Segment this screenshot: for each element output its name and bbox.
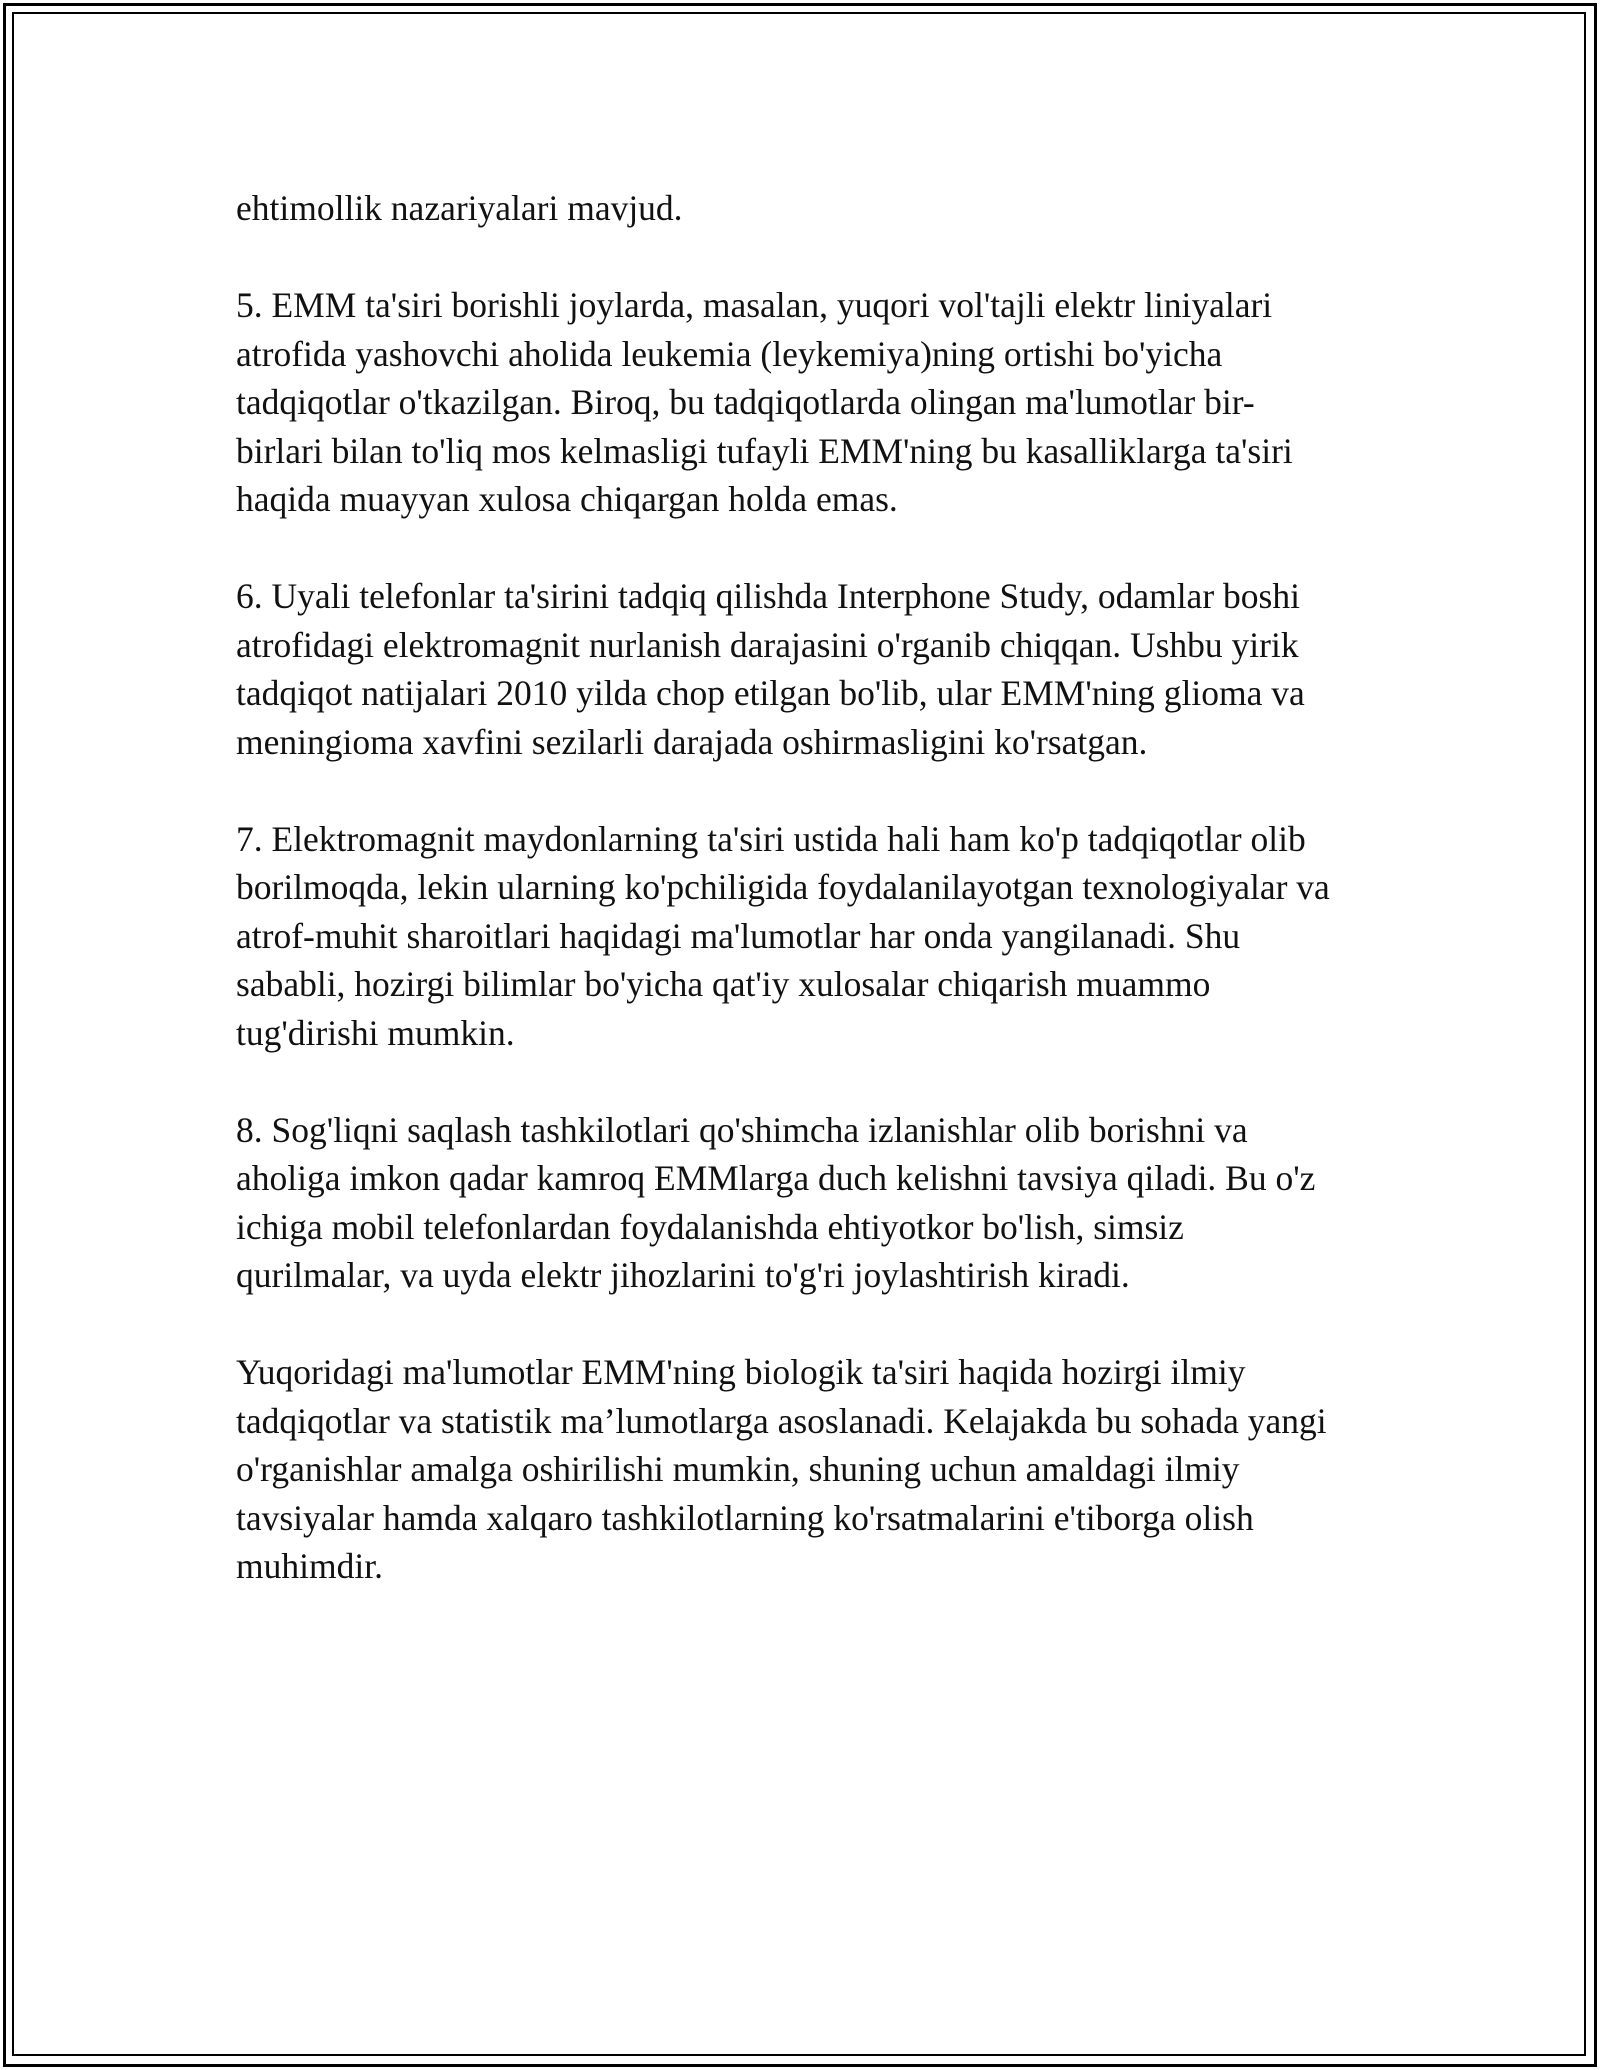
document-body xyxy=(236,184,1376,1639)
text-line: o'rganishlar amalga oshirilishi mumkin, shuning uchun amaldagi ilmiy xyxy=(236,1449,1240,1489)
text-line: birlari bilan to'liq mos kelmasligi tufayli EMM'ning bu kasalliklarga ta'siri xyxy=(236,430,1293,471)
text-line: muhimdir. xyxy=(236,1546,383,1586)
text-line: 7. Elektromagnit maydonlarning ta'siri ustida hali ham ko'p tadqiqotlar olib xyxy=(236,818,1306,859)
paragraph-item-6 xyxy=(236,572,1376,766)
paragraph-item-8 xyxy=(236,1106,1376,1300)
text-line: borilmoqda, lekin ularning ko'pchiligida foydalanilayotgan texnologiyalar va xyxy=(236,867,1330,907)
text-line: aholiga imkon qadar kamroq EMMlarga duch kelishni tavsiya qiladi. Bu o'z xyxy=(236,1158,1316,1198)
text-line: atrofida yashovchi aholida leukemia (leykemiya)ning ortishi bo'yicha xyxy=(236,333,1223,374)
text-line: atrof-muhit sharoitlari haqidagi ma'lumotlar har onda yangilanadi. Shu xyxy=(236,915,1241,956)
text-line: tadqiqotlar o'tkazilgan. Biroq, bu tadqiqotlarda olingan ma'lumotlar bir- xyxy=(236,382,1255,422)
paragraph-item-7 xyxy=(236,815,1376,1058)
text-line: sababli, hozirgi bilimlar bo'yicha qat'iy xulosalar chiqarish muammo xyxy=(236,964,1211,1004)
text-line: meningioma xavfini sezilarli darajada oshirmasligini ko'rsatgan. xyxy=(236,721,1148,762)
text-line: tug'dirishi mumkin. xyxy=(236,1012,515,1053)
text-line: tadqiqot natijalari 2010 yilda chop etilgan bo'lib, ular EMM'ning glioma va xyxy=(236,673,1305,713)
text-line: 5. EMM ta'siri borishli joylarda, masalan, yuqori vol'tajli elektr liniyalari xyxy=(236,285,1273,325)
paragraph-conclusion xyxy=(236,1348,1376,1591)
text-line: 8. Sog'liqni saqlash tashkilotlari qo'shimcha izlanishlar olib borishni va xyxy=(236,1109,1248,1150)
text-line: Yuqoridagi ma'lumotlar EMM'ning biologik ta'siri haqida hozirgi ilmiy xyxy=(236,1352,1246,1392)
text-line: ichiga mobil telefonlardan foydalanishda ehtiyotkor bo'lish, simsiz xyxy=(236,1206,1184,1247)
text-line: atrofidagi elektromagnit nurlanish darajasini o'rganib chiqqan. Ushbu yirik xyxy=(236,624,1299,665)
text-line: haqida muayyan xulosa chiqargan holda emas. xyxy=(236,479,898,519)
text-line: tavsiyalar hamda xalqaro tashkilotlarning ko'rsatmalarini e'tiborga olish xyxy=(236,1497,1254,1538)
text-line: ehtimollik nazariyalari mavjud. xyxy=(236,188,683,228)
text-line: qurilmalar, va uyda elektr jihozlarini to'g'ri joylashtirish kiradi. xyxy=(236,1255,1130,1295)
paragraph-intro-tail xyxy=(236,184,1376,233)
text-line: tadqiqotlar va statistik ma’lumotlarga asoslanadi. Kelajakda bu sohada yangi xyxy=(236,1400,1327,1441)
text-line: 6. Uyali telefonlar ta'sirini tadqiq qilishda Interphone Study, odamlar boshi xyxy=(236,576,1300,616)
paragraph-item-5 xyxy=(236,281,1376,524)
